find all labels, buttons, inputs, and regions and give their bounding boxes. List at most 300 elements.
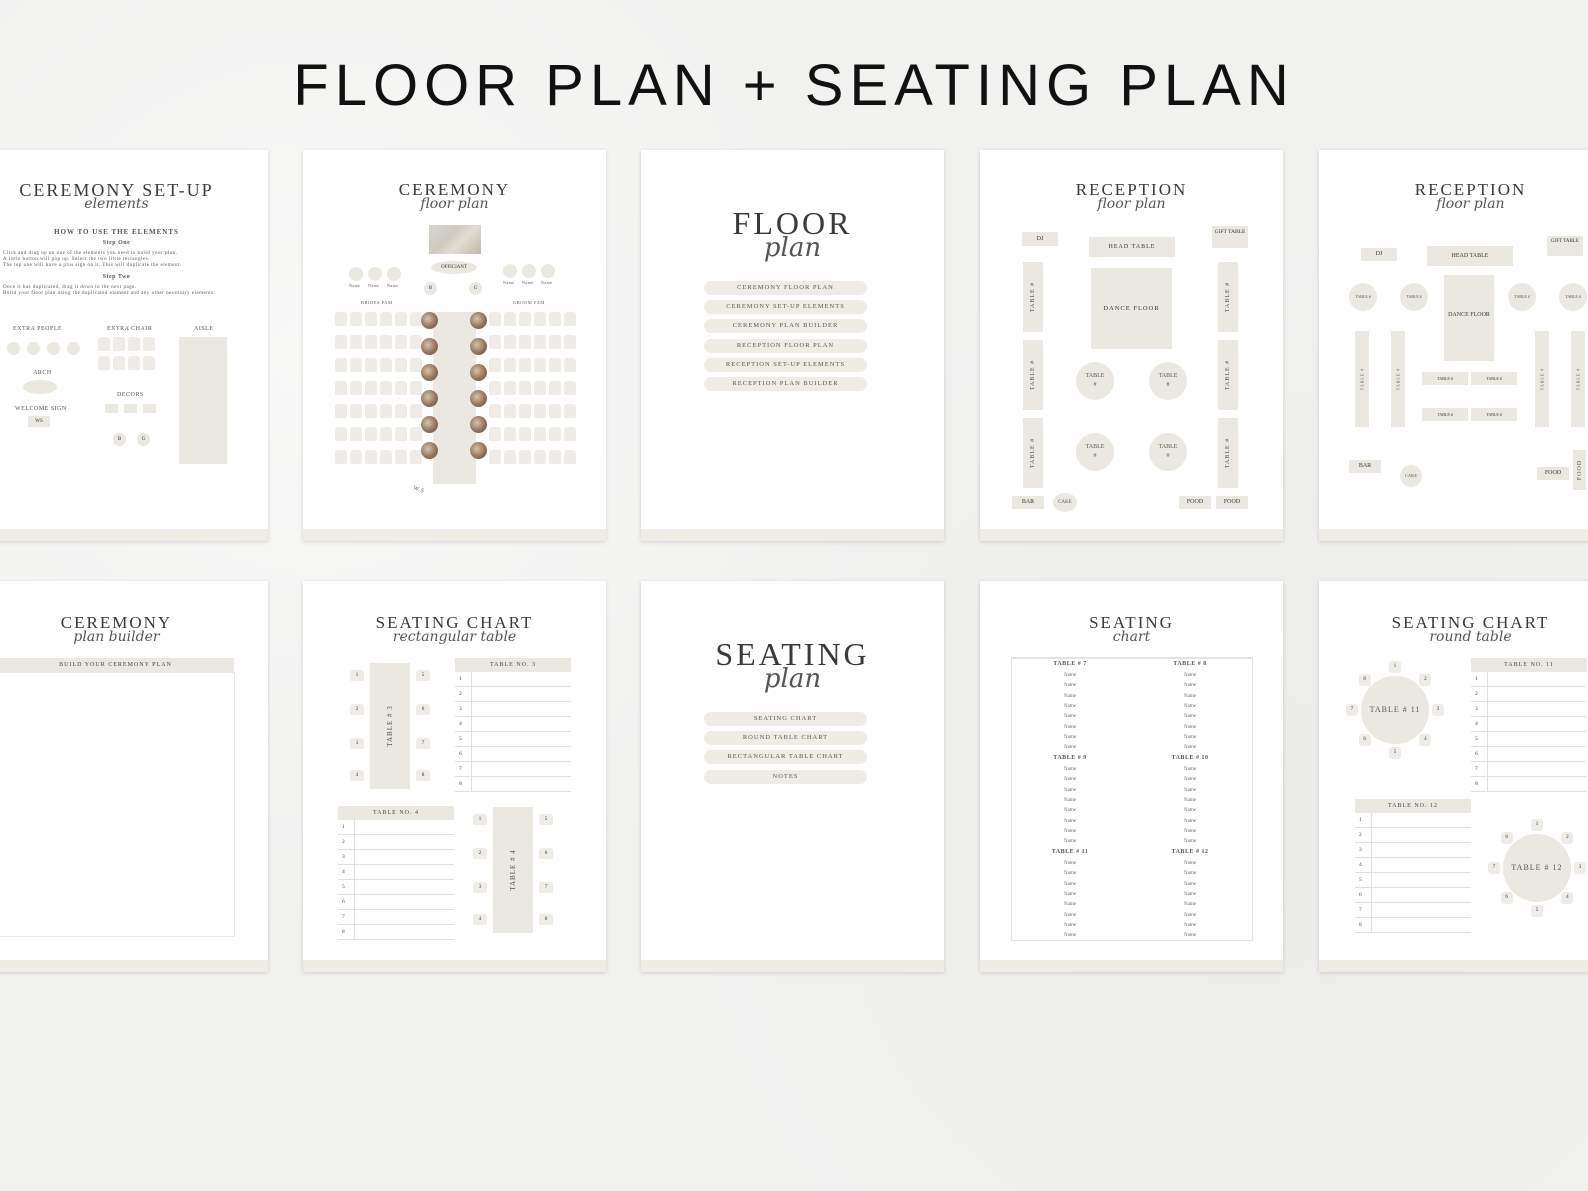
chair-icon[interactable] — [519, 312, 531, 326]
chair-icon[interactable] — [335, 312, 347, 326]
chair-icon[interactable] — [504, 335, 516, 349]
flower-icon — [421, 416, 438, 433]
chair-icon[interactable] — [365, 381, 377, 395]
chair-icon[interactable] — [519, 381, 531, 395]
row-entry[interactable] — [355, 925, 455, 940]
groom-marker[interactable] — [469, 282, 482, 295]
table-no-12-list[interactable] — [1355, 813, 1471, 933]
dj-booth[interactable] — [1022, 232, 1058, 246]
chair-icon[interactable] — [395, 404, 407, 418]
row-entry[interactable] — [355, 880, 455, 895]
chair-icon[interactable] — [534, 381, 546, 395]
row-entry[interactable] — [1488, 747, 1588, 762]
guest-name[interactable]: Name — [1064, 808, 1076, 814]
list-row[interactable] — [338, 835, 454, 850]
guest-name[interactable]: Name — [1184, 787, 1196, 793]
list-row[interactable] — [338, 880, 454, 895]
guest-name[interactable]: Name — [1064, 881, 1076, 887]
chair-icon[interactable] — [350, 450, 362, 464]
chair-icon[interactable] — [98, 356, 110, 370]
row-entry[interactable] — [472, 777, 572, 792]
chair-icon[interactable] — [365, 312, 377, 326]
page-footer — [980, 960, 1283, 972]
guest-name[interactable]: Name — [1064, 714, 1076, 720]
guest-name[interactable]: Name — [1064, 912, 1076, 918]
food-station[interactable]: FOOD — [1573, 450, 1586, 490]
chair-icon[interactable] — [350, 358, 362, 372]
chair-icon[interactable] — [98, 337, 110, 351]
guest-seat[interactable] — [541, 264, 555, 278]
long-table[interactable]: TABLE # — [1391, 331, 1405, 427]
guest-name[interactable]: Name — [1184, 797, 1196, 803]
guest-name[interactable]: Name — [1064, 683, 1076, 689]
page-floor-plan-index[interactable] — [641, 150, 944, 541]
dance-floor[interactable] — [1444, 275, 1494, 361]
list-row[interactable] — [1355, 858, 1471, 873]
guest-name[interactable]: Name — [1184, 891, 1196, 897]
list-row[interactable] — [455, 702, 571, 717]
chair-icon[interactable] — [143, 356, 155, 370]
guest-name[interactable]: Name — [1184, 871, 1196, 877]
chair-icon[interactable] — [504, 404, 516, 418]
row-entry[interactable] — [1488, 762, 1588, 777]
index-item-ceremony-plan-builder[interactable]: CEREMONY PLAN BUILDER — [704, 319, 867, 333]
guest-name[interactable]: Name — [1184, 828, 1196, 834]
chair-icon[interactable] — [564, 358, 576, 372]
person-icon[interactable] — [67, 342, 80, 355]
chair-icon[interactable] — [489, 358, 501, 372]
guest-name[interactable]: Name — [1064, 777, 1076, 783]
list-row[interactable] — [455, 747, 571, 762]
food-station[interactable] — [1179, 496, 1211, 509]
chair-icon[interactable] — [489, 335, 501, 349]
head-table[interactable] — [1089, 237, 1175, 257]
chair-icon[interactable] — [489, 450, 501, 464]
page-reception-floor-2[interactable] — [1319, 150, 1588, 541]
long-table[interactable]: TABLE # — [1023, 418, 1043, 488]
chair-icon[interactable] — [504, 358, 516, 372]
row-entry[interactable] — [1372, 843, 1472, 858]
guest-name[interactable]: Name — [1064, 734, 1076, 740]
chair-icon[interactable] — [564, 335, 576, 349]
guest-name[interactable]: Name — [1064, 839, 1076, 845]
index-item-seating-chart[interactable]: SEATING CHART — [704, 712, 867, 726]
row-entry[interactable] — [1488, 672, 1588, 687]
row-entry[interactable] — [355, 835, 455, 850]
chair-icon[interactable] — [504, 312, 516, 326]
guest-name[interactable]: Name — [1184, 673, 1196, 678]
guest-name[interactable]: Name — [1184, 734, 1196, 740]
index-item-notes[interactable]: NOTES — [704, 770, 867, 784]
round-table[interactable]: TABLE # — [1076, 362, 1114, 400]
list-row[interactable] — [1471, 672, 1587, 687]
chair-icon[interactable] — [489, 312, 501, 326]
guest-name[interactable]: Name — [1064, 703, 1076, 709]
row-entry[interactable] — [1372, 828, 1472, 843]
chair-icon[interactable] — [519, 404, 531, 418]
list-row[interactable] — [455, 717, 571, 732]
round-table[interactable]: TABLE # — [1149, 433, 1187, 471]
row-entry[interactable] — [472, 717, 572, 732]
step-two-label: Step Two — [102, 274, 131, 280]
person-icon[interactable] — [7, 342, 20, 355]
guest-name[interactable]: Name — [1064, 922, 1076, 928]
list-row[interactable] — [338, 820, 454, 835]
page-seating-round[interactable] — [1319, 581, 1588, 972]
chair-icon[interactable] — [395, 335, 407, 349]
bar[interactable] — [1349, 460, 1381, 473]
list-row[interactable] — [1471, 777, 1587, 792]
chair-icon[interactable] — [534, 427, 546, 441]
row-entry[interactable] — [1372, 888, 1472, 903]
chair-icon[interactable] — [380, 381, 392, 395]
row-entry[interactable] — [472, 732, 572, 747]
chair-icon[interactable] — [335, 450, 347, 464]
welcome-sign-element[interactable] — [28, 416, 50, 427]
person-icon[interactable] — [47, 342, 60, 355]
row-entry[interactable] — [1488, 732, 1588, 747]
rect-table-4[interactable]: TABLE # 4 — [493, 807, 533, 933]
guest-name[interactable]: Name — [1064, 767, 1076, 772]
page-seating-chart[interactable] — [980, 581, 1283, 972]
chair-icon[interactable] — [564, 404, 576, 418]
chair-icon[interactable] — [549, 358, 561, 372]
rect-table-3[interactable]: TABLE # 3 — [370, 663, 410, 789]
guest-name[interactable]: Name — [1184, 839, 1196, 845]
chair-icon[interactable] — [549, 404, 561, 418]
gift-table[interactable] — [1547, 236, 1583, 256]
chair-icon[interactable] — [395, 381, 407, 395]
guest-name[interactable]: Name — [1064, 861, 1076, 866]
row-entry[interactable] — [355, 895, 455, 910]
guest-name[interactable]: Name — [1184, 777, 1196, 783]
guest-name[interactable]: Name — [1184, 922, 1196, 928]
dance-floor[interactable] — [1091, 268, 1172, 349]
guest-seat[interactable] — [387, 267, 401, 281]
guest-name[interactable]: Name — [1064, 902, 1076, 908]
list-row[interactable] — [338, 850, 454, 865]
page-title: SEATING CHART — [375, 613, 534, 632]
index-item-ceremony-setup-elements[interactable]: CEREMONY SET-UP ELEMENTS — [704, 300, 867, 314]
long-table[interactable]: TABLE # — [1218, 262, 1238, 332]
round-table[interactable]: TABLE # — [1508, 283, 1536, 311]
list-row[interactable] — [1471, 747, 1587, 762]
guest-name[interactable]: Name — [1064, 787, 1076, 793]
rect-table[interactable]: TABLE # — [1471, 372, 1517, 385]
chair-icon[interactable] — [534, 335, 546, 349]
guest-name[interactable]: Name — [1184, 881, 1196, 887]
seat-number: 8 — [539, 914, 553, 925]
round-table[interactable]: TABLE # — [1076, 433, 1114, 471]
table-no-11-list[interactable] — [1471, 672, 1587, 792]
chair-icon[interactable] — [564, 312, 576, 326]
seat-name: Name — [522, 280, 534, 285]
index-item-reception-floor-plan[interactable]: RECEPTION FLOOR PLAN — [704, 339, 867, 353]
guest-name[interactable]: Name — [1184, 933, 1196, 939]
chair-icon[interactable] — [549, 312, 561, 326]
row-entry[interactable] — [355, 850, 455, 865]
row-entry[interactable] — [1372, 858, 1472, 873]
guest-name[interactable]: Name — [1184, 861, 1196, 866]
chair-icon[interactable] — [504, 450, 516, 464]
chair-icon[interactable] — [350, 335, 362, 349]
guest-name[interactable]: Name — [1184, 703, 1196, 709]
row-entry[interactable] — [355, 865, 455, 880]
table-no-3-list[interactable] — [455, 672, 571, 792]
officiant-marker[interactable] — [431, 261, 477, 274]
chair-icon[interactable] — [335, 358, 347, 372]
guest-name[interactable]: Name — [1184, 912, 1196, 918]
list-row[interactable] — [455, 732, 571, 747]
index-item-reception-setup-elements[interactable]: RECEPTION SET-UP ELEMENTS — [704, 358, 867, 372]
list-row[interactable] — [1471, 732, 1587, 747]
rect-table[interactable]: TABLE # — [1471, 408, 1517, 421]
chair-icon[interactable] — [380, 312, 392, 326]
groom-marker[interactable] — [137, 433, 150, 446]
list-row[interactable] — [1471, 687, 1587, 702]
list-row[interactable] — [1355, 873, 1471, 888]
row-entry[interactable] — [1372, 918, 1472, 933]
chair-icon[interactable] — [534, 312, 546, 326]
list-row[interactable] — [338, 925, 454, 940]
list-row[interactable] — [1355, 888, 1471, 903]
list-row[interactable] — [1355, 828, 1471, 843]
guest-name[interactable]: Name — [1184, 683, 1196, 689]
long-table[interactable]: TABLE # — [1355, 331, 1369, 427]
dj-booth[interactable] — [1361, 248, 1397, 261]
chair-icon[interactable] — [350, 312, 362, 326]
decor-element[interactable] — [105, 404, 118, 413]
page-ceremony-setup[interactable] — [0, 150, 268, 541]
cake-table[interactable]: CAKE — [1053, 493, 1077, 512]
chair-icon[interactable] — [335, 427, 347, 441]
list-row[interactable] — [338, 865, 454, 880]
page-seating-plan-index[interactable] — [641, 581, 944, 972]
list-row[interactable] — [1355, 918, 1471, 933]
long-table[interactable]: TABLE # — [1023, 262, 1043, 332]
chair-icon[interactable] — [380, 404, 392, 418]
guest-seat[interactable] — [522, 264, 536, 278]
chair-icon[interactable] — [504, 427, 516, 441]
chair-icon[interactable] — [350, 404, 362, 418]
g-text: G — [473, 286, 478, 291]
guest-seat[interactable] — [368, 267, 382, 281]
person-icon[interactable] — [27, 342, 40, 355]
rect-table[interactable]: TABLE # — [1422, 408, 1468, 421]
chair-icon[interactable] — [564, 427, 576, 441]
guest-name[interactable]: Name — [1184, 724, 1196, 730]
row-entry[interactable] — [472, 672, 572, 687]
chair-icon[interactable] — [350, 427, 362, 441]
index-item-round-table-chart[interactable]: ROUND TABLE CHART — [704, 731, 867, 745]
guest-name[interactable]: Name — [1184, 818, 1196, 824]
list-row[interactable] — [455, 777, 571, 792]
guest-name[interactable]: Name — [1064, 745, 1076, 751]
chair-icon[interactable] — [489, 381, 501, 395]
round-table[interactable]: TABLE # — [1559, 283, 1587, 311]
chair-icon[interactable] — [365, 358, 377, 372]
guest-name[interactable]: Name — [1184, 693, 1196, 699]
list-row[interactable] — [1471, 717, 1587, 732]
chair-icon[interactable] — [350, 381, 362, 395]
guest-name[interactable]: Name — [1184, 767, 1196, 772]
chair-icon[interactable] — [113, 356, 125, 370]
chair-icon[interactable] — [143, 337, 155, 351]
guest-name[interactable]: Name — [1064, 828, 1076, 834]
round-table[interactable]: TABLE # — [1349, 283, 1377, 311]
chair-icon[interactable] — [564, 450, 576, 464]
guest-name[interactable]: Name — [1064, 871, 1076, 877]
guest-name[interactable]: Name — [1184, 745, 1196, 751]
rect-table[interactable]: TABLE # — [1422, 372, 1468, 385]
chair-icon[interactable] — [549, 335, 561, 349]
row-entry[interactable] — [1372, 903, 1472, 918]
chair-icon[interactable] — [380, 358, 392, 372]
guest-name[interactable]: Name — [1064, 693, 1076, 699]
guest-name[interactable]: Name — [1064, 933, 1076, 939]
list-row[interactable] — [338, 895, 454, 910]
list-row[interactable] — [455, 687, 571, 702]
gift-table[interactable] — [1212, 226, 1248, 248]
row-entry[interactable] — [1372, 873, 1472, 888]
chair-icon[interactable] — [534, 404, 546, 418]
aisle-element[interactable] — [179, 337, 227, 464]
list-row[interactable] — [455, 762, 571, 777]
chair-icon[interactable] — [534, 450, 546, 464]
chair-icon[interactable] — [395, 358, 407, 372]
chair-icon[interactable] — [519, 427, 531, 441]
cake-table[interactable]: CAKE — [1400, 465, 1422, 487]
list-row[interactable] — [1471, 762, 1587, 777]
chair-icon[interactable] — [519, 335, 531, 349]
chair-icon[interactable] — [410, 381, 422, 395]
bar[interactable] — [1012, 496, 1044, 509]
table-no-4-list[interactable] — [338, 820, 454, 940]
guest-name[interactable]: Name — [1064, 673, 1076, 678]
list-row[interactable] — [1471, 702, 1587, 717]
table-group-heading: TABLE # 9 — [1053, 755, 1087, 761]
page-seating-rect[interactable] — [303, 581, 606, 972]
chair-icon[interactable] — [128, 337, 140, 351]
list-row[interactable] — [1355, 813, 1471, 828]
round-table[interactable]: TABLE # — [1149, 362, 1187, 400]
chair-icon[interactable] — [113, 337, 125, 351]
chair-icon[interactable] — [549, 450, 561, 464]
round-table-11[interactable]: TABLE # 11 — [1361, 676, 1429, 744]
guest-seat[interactable] — [349, 267, 363, 281]
chair-icon[interactable] — [335, 381, 347, 395]
chair-icon[interactable] — [489, 427, 501, 441]
index-item-rectangular-table-chart[interactable]: RECTANGULAR TABLE CHART — [704, 750, 867, 764]
chair-icon[interactable] — [380, 335, 392, 349]
row-entry[interactable] — [472, 747, 572, 762]
long-table[interactable]: TABLE # — [1535, 331, 1549, 427]
chair-icon[interactable] — [504, 381, 516, 395]
row-entry[interactable] — [1488, 777, 1588, 792]
decor-element[interactable] — [124, 404, 137, 413]
long-table[interactable]: TABLE # — [1218, 340, 1238, 410]
chair-icon[interactable] — [410, 427, 422, 441]
guest-name[interactable]: Name — [1064, 818, 1076, 824]
chair-icon[interactable] — [365, 335, 377, 349]
round-table[interactable]: TABLE # — [1400, 283, 1428, 311]
chair-icon[interactable] — [395, 450, 407, 464]
list-row[interactable] — [1355, 843, 1471, 858]
row-entry[interactable] — [472, 702, 572, 717]
long-table[interactable]: TABLE # — [1571, 331, 1585, 427]
chair-icon[interactable] — [549, 427, 561, 441]
chair-icon[interactable] — [335, 335, 347, 349]
chair-icon[interactable] — [395, 312, 407, 326]
chair-icon[interactable] — [335, 404, 347, 418]
long-table[interactable]: TABLE # — [1023, 340, 1043, 410]
guest-name[interactable]: Name — [1184, 714, 1196, 720]
arch-element[interactable] — [23, 380, 57, 394]
round-table-12[interactable]: TABLE # 12 — [1503, 834, 1571, 902]
page-ceremony-builder[interactable] — [0, 581, 268, 972]
seat-number: 6 — [1501, 892, 1513, 904]
food-station[interactable] — [1216, 496, 1248, 509]
chair-icon[interactable] — [410, 404, 422, 418]
guest-name[interactable]: Name — [1064, 724, 1076, 730]
chair-icon[interactable] — [365, 427, 377, 441]
guest-name[interactable]: Name — [1064, 891, 1076, 897]
index-item-reception-plan-builder[interactable]: RECEPTION PLAN BUILDER — [704, 377, 867, 391]
guest-name[interactable]: Name — [1184, 808, 1196, 814]
guest-name[interactable]: Name — [1064, 797, 1076, 803]
chair-icon[interactable] — [564, 381, 576, 395]
decor-element[interactable] — [143, 404, 156, 413]
row-entry[interactable] — [472, 687, 572, 702]
row-entry[interactable] — [355, 910, 455, 925]
chair-icon[interactable] — [365, 404, 377, 418]
chair-icon[interactable] — [128, 356, 140, 370]
bride-marker[interactable] — [424, 282, 437, 295]
row-entry[interactable] — [1488, 687, 1588, 702]
guest-seat[interactable] — [503, 264, 517, 278]
list-row[interactable] — [455, 672, 571, 687]
page-ceremony-floor[interactable] — [303, 150, 606, 541]
list-row[interactable] — [338, 910, 454, 925]
head-table[interactable] — [1427, 246, 1513, 266]
bar-text: BAR — [1358, 463, 1372, 469]
chair-icon[interactable] — [519, 450, 531, 464]
builder-canvas[interactable] — [0, 672, 235, 937]
row-entry[interactable] — [472, 762, 572, 777]
chair-icon[interactable] — [519, 358, 531, 372]
chair-icon[interactable] — [489, 404, 501, 418]
list-row[interactable] — [1355, 903, 1471, 918]
chair-icon[interactable] — [549, 381, 561, 395]
chair-icon[interactable] — [380, 427, 392, 441]
guest-name[interactable]: Name — [1184, 902, 1196, 908]
row-entry[interactable] — [1372, 813, 1472, 828]
index-item-ceremony-floor-plan[interactable]: CEREMONY FLOOR PLAN — [704, 281, 867, 295]
page-reception-floor-1[interactable] — [980, 150, 1283, 541]
row-entry[interactable] — [355, 820, 455, 835]
chair-icon[interactable] — [534, 358, 546, 372]
row-number: 7 — [1471, 762, 1488, 777]
row-entry[interactable] — [1488, 717, 1588, 732]
bride-marker[interactable] — [113, 433, 126, 446]
food-station[interactable] — [1537, 467, 1569, 480]
row-number: 6 — [338, 895, 355, 910]
chair-icon[interactable] — [380, 450, 392, 464]
chair-icon[interactable] — [365, 450, 377, 464]
long-table[interactable]: TABLE # — [1218, 418, 1238, 488]
chair-icon[interactable] — [395, 427, 407, 441]
row-entry[interactable] — [1488, 702, 1588, 717]
